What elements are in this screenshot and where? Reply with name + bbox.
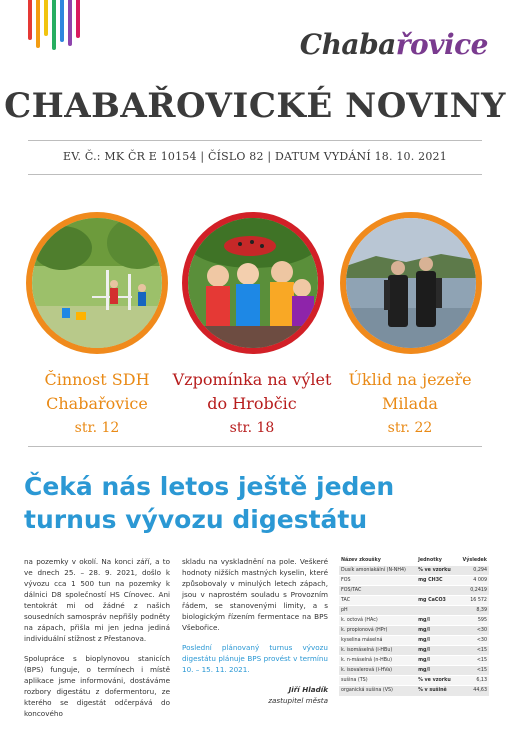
town-logo xyxy=(300,28,488,61)
table-row xyxy=(339,656,489,666)
test-name-cell: TAC xyxy=(339,596,416,606)
table-header: Jednotky xyxy=(416,556,457,566)
test-name-cell: pH xyxy=(339,606,416,616)
test-name-cell: FOS xyxy=(339,576,416,586)
test-name-cell: k. octová (HAc) xyxy=(339,616,416,626)
teaser-title-line1: Úklid na jezeře xyxy=(348,370,472,389)
test-name-cell: sušina (TS) xyxy=(339,676,416,686)
result-cell: <15 xyxy=(457,656,489,666)
result-cell: 6,13 xyxy=(457,676,489,686)
issue-line: EV. Č.: MK ČR E 10154 | ČÍSLO 82 | DATUM VYDÁNÍ 18. 10. 2021 xyxy=(63,150,447,163)
stripe-blue xyxy=(60,0,64,42)
signature-role: zastupitel města xyxy=(268,696,328,705)
result-cell: 4 009 xyxy=(457,576,489,586)
unit-cell: mg/l xyxy=(416,616,457,626)
article-paragraph: Spolupráce s bioplynovou stanicích (BPS) funguje, o termínech i místě aplikace jsme informováni, dostáváme rozbory digestátu z dofermentoru, ze kterého se digestát odčerpává do koncového xyxy=(24,654,170,718)
table-row xyxy=(339,626,489,636)
children-illustration xyxy=(188,218,318,348)
teaser-page: str. 22 xyxy=(387,420,433,436)
unit-cell: mg CH3C xyxy=(416,576,457,586)
test-name-cell: organická sušina (VS) xyxy=(339,686,416,696)
table-row xyxy=(339,686,489,696)
teaser-title-line2: do Hrobčic xyxy=(207,394,297,413)
brand-stripes xyxy=(28,0,88,52)
table-row xyxy=(339,596,489,606)
newspaper-title: CHABAŘOVICKÉ NOVINY xyxy=(4,86,506,126)
result-cell: <30 xyxy=(457,636,489,646)
teaser-page: str. 12 xyxy=(74,420,120,436)
divider-top xyxy=(28,140,482,141)
result-cell: <15 xyxy=(457,646,489,656)
unit-cell: mg/l xyxy=(416,666,457,676)
digestate-results-table xyxy=(339,556,489,696)
unit-cell: % ve vzorku xyxy=(416,676,457,686)
table-row xyxy=(339,576,489,586)
result-cell: <15 xyxy=(457,666,489,676)
teaser-title-line1: Činnost SDH xyxy=(44,370,150,389)
table-row xyxy=(339,636,489,646)
test-name-cell: kyselina máselná xyxy=(339,636,416,646)
unit-cell: mg CaCO3 xyxy=(416,596,457,606)
table-row xyxy=(339,676,489,686)
unit-cell: mg/l xyxy=(416,646,457,656)
article-highlight-paragraph: Poslední plánovaný turnus vývozu digestátu plánuje BPS provést v termínu 10. – 15. 11. 2021. xyxy=(182,643,328,674)
unit-cell: % ve vzorku xyxy=(416,566,457,576)
children-trip-photo[interactable] xyxy=(182,212,324,354)
result-cell: 0,294 xyxy=(457,566,489,576)
result-cell: <30 xyxy=(457,626,489,636)
divider-issue xyxy=(28,174,482,175)
stripe-red xyxy=(28,0,32,40)
test-name-cell: k. propionová (HPr) xyxy=(339,626,416,636)
table-row xyxy=(339,666,489,676)
teaser-title-line1: Vzpomínka na výlet xyxy=(172,370,332,389)
table-header: Výsledek xyxy=(457,556,489,566)
table-row xyxy=(339,616,489,626)
result-cell: 8,39 xyxy=(457,606,489,616)
unit-cell xyxy=(416,606,457,616)
table-row xyxy=(339,606,489,616)
firefighters-illustration xyxy=(32,218,162,348)
stripe-yellow xyxy=(44,0,48,36)
table-header-row xyxy=(339,556,489,566)
table-row xyxy=(339,566,489,576)
table-row xyxy=(339,586,489,596)
stripe-purple xyxy=(68,0,72,46)
stripe-pink xyxy=(76,0,80,38)
teaser-trip[interactable] xyxy=(172,368,332,440)
teaser-title-line2: Chabařovice xyxy=(46,394,148,413)
divers-lake-photo[interactable] xyxy=(340,212,482,354)
unit-cell: % v sušině xyxy=(416,686,457,696)
logo-text-part2: řovice xyxy=(395,28,488,61)
article-column-2 xyxy=(182,556,328,706)
article-headline: Čeká nás letos ještě jeden turnus vývozu digestátu xyxy=(24,472,395,534)
teaser-title-line2: Milada xyxy=(382,394,438,413)
test-name-cell: k. n-máselná (n-HBu) xyxy=(339,656,416,666)
result-cell: 595 xyxy=(457,616,489,626)
article-paragraph: na pozemky v okolí. Na konci září, a to ve dnech 25. – 28. 9. 2021, došlo k vývozu cca 1 500 tun na pozemky k dálnici D8 společností HS Cínovec. Ani tentokrát mi od žádné z našich sousedních samospráv nepřišly podněty na zápach, přišla mi jen jedna jediná individuální stížnost z Přestanova. xyxy=(24,557,170,643)
firefighters-activity-photo[interactable] xyxy=(26,212,168,354)
signature-name: Jiří Hladík xyxy=(288,685,328,694)
table-row xyxy=(339,646,489,656)
table-header: Název zkoušky xyxy=(339,556,416,566)
test-name-cell: FOS/TAC xyxy=(339,586,416,596)
unit-cell: mg/l xyxy=(416,656,457,666)
teaser-firefighters[interactable] xyxy=(17,368,177,440)
teaser-lake-cleanup[interactable] xyxy=(330,368,490,440)
result-cell: 16 572 xyxy=(457,596,489,606)
table-body xyxy=(339,566,489,696)
logo-text-part1: Chaba xyxy=(299,28,396,61)
unit-cell xyxy=(416,586,457,596)
stripe-orange xyxy=(36,0,40,48)
teaser-page: str. 18 xyxy=(229,420,275,436)
unit-cell: mg/l xyxy=(416,636,457,646)
test-name-cell: k. isovalerová (i-HVa) xyxy=(339,666,416,676)
test-name-cell: Dusík amoniakální (N-NH4) xyxy=(339,566,416,576)
test-name-cell: k. isomáselná (i-HBu) xyxy=(339,646,416,656)
result-cell: 44,63 xyxy=(457,686,489,696)
result-cell: 0,2419 xyxy=(457,586,489,596)
stripe-green xyxy=(52,0,56,50)
unit-cell: mg/l xyxy=(416,626,457,636)
signature xyxy=(182,684,328,706)
article-paragraph: skladu na vyskladnění na pole. Veškeré hodnoty nižších mastných kyselin, které způsobovaly v minulých letech zápach, jsou v naprostém souladu s Provozním řádem, se stanovenými limity, a s biologickým řízením fermentace na BPS Všebořice. xyxy=(182,557,328,632)
divider-teasers xyxy=(28,446,482,447)
article-column-1 xyxy=(24,556,170,728)
divers-illustration xyxy=(346,218,476,348)
